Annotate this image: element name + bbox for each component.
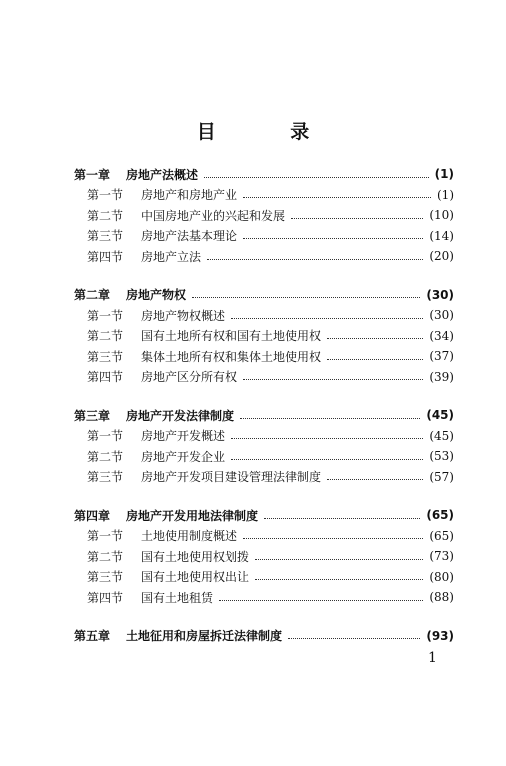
section-title: 房地产区分所有权 [141,370,238,385]
toc-chapter-entry[interactable] [74,626,454,647]
page-title: 目 录 [196,121,344,143]
section-title: 房地产开发企业 [141,449,226,464]
section-title: 集体土地所有权和集体土地使用权 [141,349,322,364]
dot-leader [243,379,423,380]
section-page-ref: (57) [429,469,454,484]
section-title: 土地使用制度概述 [141,529,238,544]
page-number: 1 [428,650,437,666]
chapter-number: 第三章 [74,408,111,423]
section-number: 第一节 [87,429,124,444]
toc-section-entry[interactable] [74,546,454,567]
section-page-ref: (1) [437,187,454,202]
section-number: 第二节 [87,329,124,344]
chapter-title: 土地征用和房屋拆迁法律制度 [126,629,283,644]
toc-section-entry[interactable] [74,185,454,206]
dot-leader [243,538,423,539]
toc-chapter-entry[interactable] [74,405,454,426]
section-page-ref: (10) [429,208,454,223]
dot-leader [255,579,423,580]
section-page-ref: (30) [429,308,454,323]
toc-section-entry[interactable] [74,426,454,447]
chapter-number: 第二章 [74,288,111,303]
chapter-page-ref: (65) [426,508,454,523]
section-title: 房地产开发项目建设管理法律制度 [141,470,322,485]
toc-chapter-entry[interactable] [74,285,454,306]
dot-leader [231,318,423,319]
section-page-ref: (73) [429,549,454,564]
toc-section-entry[interactable] [74,305,454,326]
chapter-number: 第四章 [74,508,111,523]
section-page-ref: (88) [429,590,454,605]
section-page-ref: (37) [429,349,454,364]
section-title: 房地产和房地产业 [141,188,238,203]
section-number: 第一节 [87,529,124,544]
section-number: 第三节 [87,470,124,485]
section-page-ref: (80) [429,569,454,584]
section-number: 第四节 [87,249,124,264]
dot-leader [327,359,423,360]
section-number: 第三节 [87,229,124,244]
section-title: 房地产立法 [141,249,202,264]
toc-chapter [74,164,454,267]
dot-leader [327,338,423,339]
section-number: 第一节 [87,308,124,323]
toc-section-entry[interactable] [74,587,454,608]
section-number: 第二节 [87,449,124,464]
section-title: 国有土地使用权出让 [141,570,250,585]
toc-section-entry[interactable] [74,526,454,547]
toc-chapter [74,626,454,647]
toc-section-entry[interactable] [74,567,454,588]
dot-leader [291,218,423,219]
dot-leader [204,177,429,178]
chapter-title: 房地产物权 [126,288,187,303]
chapter-page-ref: (30) [426,287,454,302]
dot-leader [231,459,423,460]
dot-leader [264,518,420,519]
toc-section-entry[interactable] [74,446,454,467]
section-number: 第四节 [87,370,124,385]
table-of-contents [74,164,454,664]
section-number: 第二节 [87,549,124,564]
section-number: 第三节 [87,349,124,364]
section-page-ref: (20) [429,249,454,264]
section-page-ref: (14) [429,228,454,243]
section-page-ref: (39) [429,369,454,384]
dot-leader [288,638,420,639]
chapter-number: 第五章 [74,629,111,644]
toc-section-entry[interactable] [74,205,454,226]
section-number: 第四节 [87,590,124,605]
toc-section-entry[interactable] [74,367,454,388]
chapter-title: 房地产开发法律制度 [126,408,235,423]
section-page-ref: (34) [429,328,454,343]
section-number: 第二节 [87,208,124,223]
section-title: 国有土地租赁 [141,590,214,605]
section-title: 中国房地产业的兴起和发展 [141,208,286,223]
section-title: 国有土地所有权和国有土地使用权 [141,329,322,344]
section-title: 房地产物权概述 [141,308,226,323]
dot-leader [240,418,420,419]
dot-leader [207,259,423,260]
section-page-ref: (53) [429,449,454,464]
toc-chapter-entry[interactable] [74,505,454,526]
toc-chapter [74,285,454,388]
dot-leader [231,438,423,439]
section-title: 国有土地使用权划拨 [141,549,250,564]
toc-chapter [74,405,454,487]
section-page-ref: (65) [429,528,454,543]
dot-leader [243,238,423,239]
chapter-title: 房地产开发用地法律制度 [126,508,259,523]
section-number: 第三节 [87,570,124,585]
section-page-ref: (45) [429,428,454,443]
toc-chapter [74,505,454,608]
chapter-page-ref: (93) [426,628,454,643]
chapter-title: 房地产法概述 [126,167,199,182]
dot-leader [192,297,420,298]
toc-section-entry[interactable] [74,326,454,347]
chapter-number: 第一章 [74,167,111,182]
section-title: 房地产开发概述 [141,429,226,444]
chapter-page-ref: (1) [434,167,454,182]
dot-leader [219,600,423,601]
toc-chapter-entry[interactable] [74,164,454,185]
dot-leader [243,197,431,198]
dot-leader [255,559,423,560]
toc-section-entry[interactable] [74,246,454,267]
section-number: 第一节 [87,188,124,203]
section-title: 房地产法基本理论 [141,229,238,244]
dot-leader [327,479,423,480]
chapter-page-ref: (45) [426,408,454,423]
toc-section-entry[interactable] [74,467,454,488]
toc-section-entry[interactable] [74,346,454,367]
toc-section-entry[interactable] [74,226,454,247]
